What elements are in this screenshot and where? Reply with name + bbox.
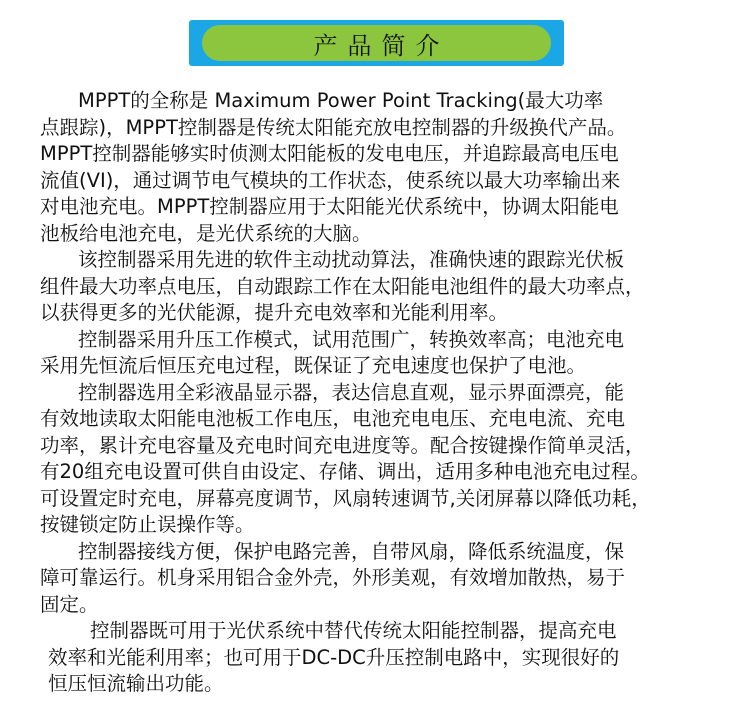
paragraph-line: 恒压恒流输出功能。 (48, 672, 224, 695)
paragraph-line: 以获得更多的光伏能源，提升充电效率和光能利用率。 (40, 301, 509, 324)
paragraph-line: MPPT的全称是 Maximum Power Point Tracking(最大功率 (78, 89, 604, 112)
paragraph-line: 对电池充电。MPPT控制器应用于太阳能光伏系统中，协调太阳能电 (40, 195, 619, 218)
paragraph-line: 障可靠运行。机身采用铝合金外壳，外形美观，有效增加散热，易于 (40, 566, 626, 589)
paragraph-line: 有20组充电设置可供自由设定、存储、调出，适用多种电池充电过程。 (40, 460, 650, 483)
paragraph-line: 效率和光能利用率；也可用于DC-DC升压控制电路中，实现很好的 (48, 645, 620, 669)
paragraph-line: 有效地读取太阳能电池板工作电压，电池充电电压、充电电流、充电 (40, 407, 626, 430)
paragraph-line: 采用先恒流后恒压充电过程，既保证了充电速度也保护了电池。 (40, 354, 587, 377)
paragraph-line: 流值(VI)，通过调节电气模块的工作状态，使系统以最大功率输出来 (40, 168, 621, 192)
paragraph-line: 按键锁定防止误操作等。 (40, 513, 255, 536)
paragraph-line: 功率，累计充电容量及充电时间充电进度等。配合按键操作简单灵活， (40, 433, 645, 457)
paragraph-line: 控制器接线方便，保护电路完善，自带风扇，降低系统温度，保 (78, 539, 625, 563)
paragraph-line: 控制器采用升压工作模式，试用范围广，转换效率高；电池充电 (78, 327, 625, 351)
paragraph-line: 控制器既可用于光伏系统中替代传统太阳能控制器，提高充电 (90, 619, 617, 642)
section-banner-pill (202, 25, 551, 61)
paragraph-line: 该控制器采用先进的软件主动扰动算法，准确快速的跟踪光伏板 (78, 248, 625, 271)
paragraph-line: 池板给电池充电，是光伏系统的大脑。 (40, 221, 372, 245)
product-description (40, 88, 730, 698)
paragraph-line: 固定。 (40, 592, 99, 616)
paragraph-line: 可设置定时充电，屏幕亮度调节，风扇转速调节,关闭屏幕以降低功耗， (40, 486, 651, 510)
paragraph-line: 控制器选用全彩液晶显示器，表达信息直观，显示界面漂亮，能 (78, 380, 625, 404)
section-banner (189, 20, 564, 66)
paragraph-line: 点跟踪)，MPPT控制器是传统太阳能充放电控制器的升级换代产品。 (40, 115, 627, 139)
paragraph-line: 组件最大功率点电压，自动跟踪工作在太阳能电池组件的最大功率点， (40, 274, 645, 298)
section-title: 产品简介 (313, 31, 450, 60)
paragraph-line: MPPT控制器能够实时侦测太阳能板的发电电压，并追踪最高电压电 (40, 142, 619, 165)
